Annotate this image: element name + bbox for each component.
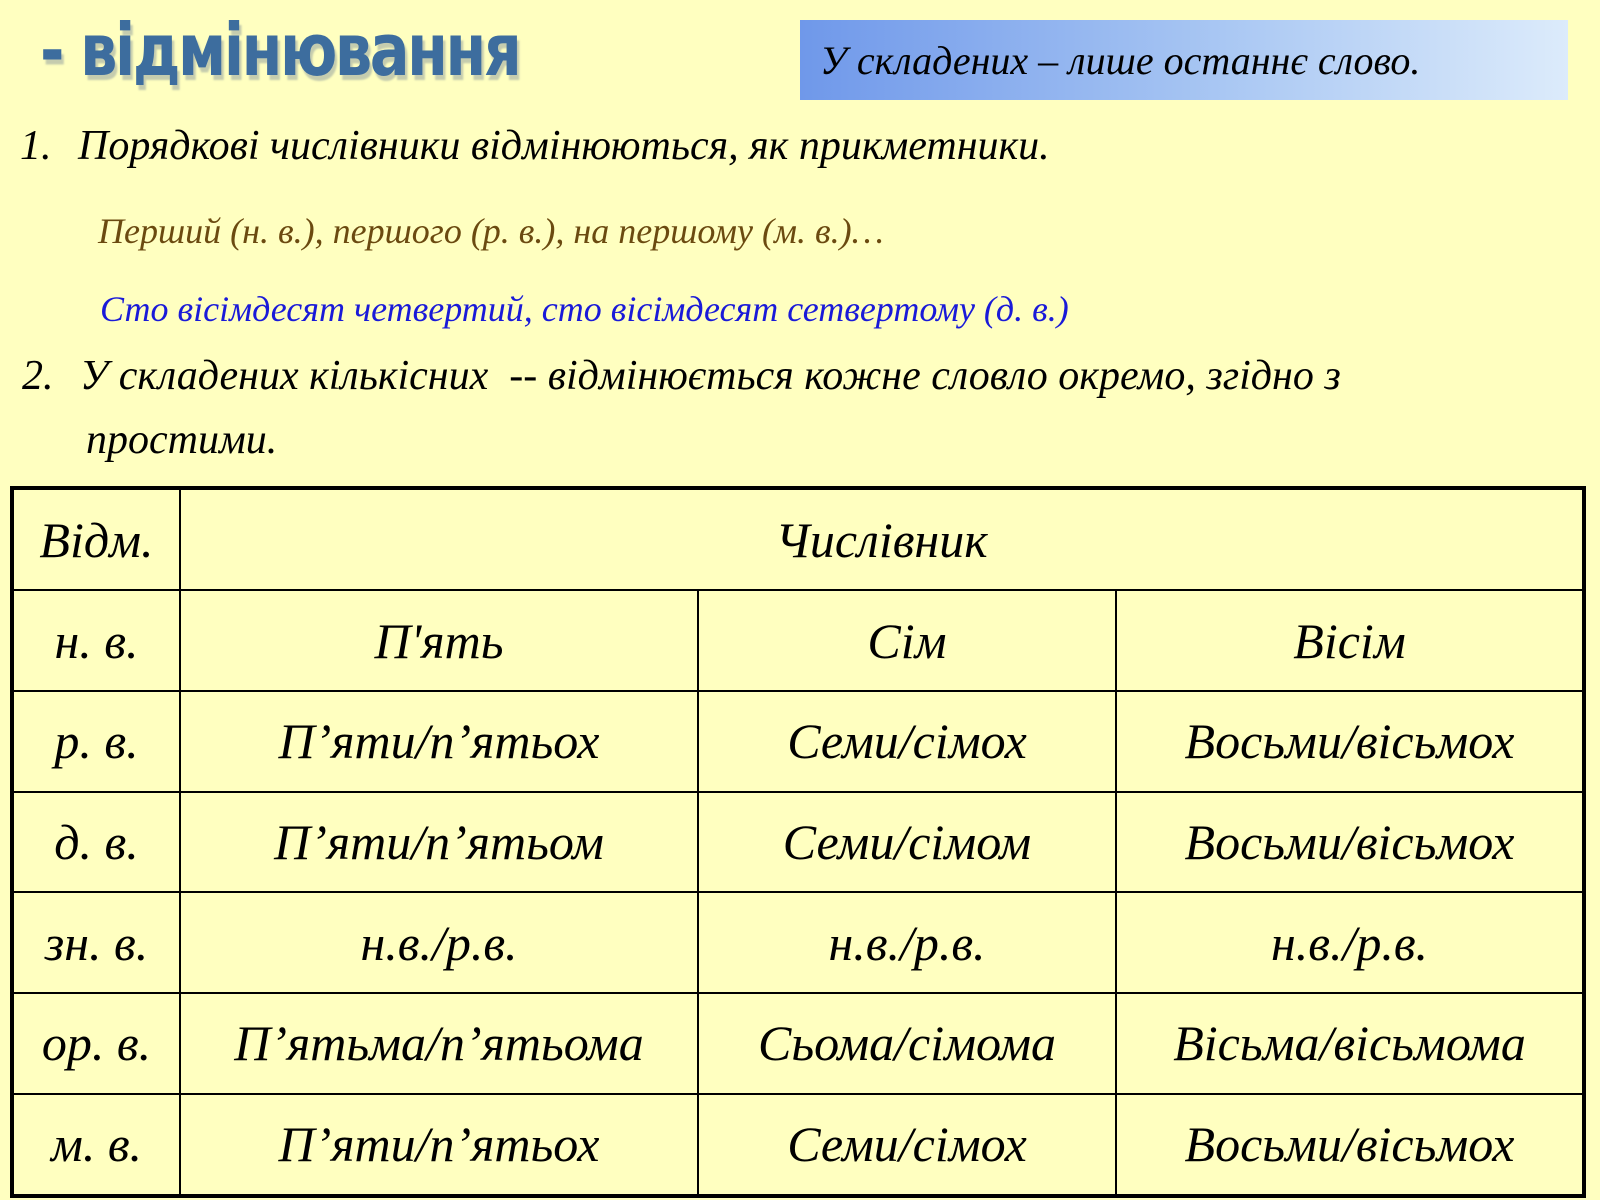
eight-cell: Вісім: [1116, 590, 1584, 691]
case-cell: м. в.: [12, 1094, 180, 1196]
seven-cell: н.в./р.в.: [698, 892, 1116, 993]
case-cell: н. в.: [12, 590, 180, 691]
example-1: Перший (н. в.), першого (р. в.), на першому (м. в.)…: [98, 211, 884, 251]
case-cell: р. в.: [12, 691, 180, 792]
five-cell: н.в./р.в.: [180, 892, 698, 993]
rule-2-line-2: простими.: [86, 417, 278, 463]
eight-cell: Вісьма/вісьмома: [1116, 993, 1584, 1094]
five-cell: П’яти/п’ятьох: [180, 1094, 698, 1196]
header-case-label: Відм.: [12, 488, 180, 590]
table-row: [12, 590, 1584, 691]
case-cell: д. в.: [12, 792, 180, 893]
eight-cell: Восьми/вісьмох: [1116, 792, 1584, 893]
five-cell: П’ятьма/п’ятьома: [180, 993, 698, 1094]
seven-cell: Семи/сімох: [698, 691, 1116, 792]
rule-2-line-1: У складених кількісних -- відмінюється кожне словло окремо, згідно з: [80, 353, 1341, 399]
rule-2: [22, 344, 1341, 472]
rule-1-number: 1.: [20, 123, 52, 169]
slide-title: - відмінювання: [40, 8, 520, 92]
example-2: Сто вісімдесят четвертий, сто вісімдесят сетвертому (д. в.): [100, 289, 1069, 329]
case-cell: ор. в.: [12, 993, 180, 1094]
rule-1-text: Порядкові числівники відмінюються, як прикметники.: [78, 123, 1050, 169]
seven-cell: Сьома/сімома: [698, 993, 1116, 1094]
rule-2-number: 2.: [22, 353, 54, 399]
five-cell: П'ять: [180, 590, 698, 691]
table-row: [12, 1094, 1584, 1196]
eight-cell: н.в./р.в.: [1116, 892, 1584, 993]
table-row: [12, 892, 1584, 993]
seven-cell: Сім: [698, 590, 1116, 691]
header-numeral-label: Числівник: [180, 488, 1584, 590]
table-row: [12, 792, 1584, 893]
five-cell: П’яти/п’ятьох: [180, 691, 698, 792]
eight-cell: Восьми/вісьмох: [1116, 1094, 1584, 1196]
table-row: [12, 993, 1584, 1094]
declension-table: [10, 486, 1586, 1198]
note-text: У складених – лише останнє слово.: [820, 37, 1421, 83]
note-box: [800, 20, 1568, 100]
seven-cell: Семи/сімом: [698, 792, 1116, 893]
rule-1: [20, 122, 1050, 170]
seven-cell: Семи/сімох: [698, 1094, 1116, 1196]
case-cell: зн. в.: [12, 892, 180, 993]
table-row: [12, 691, 1584, 792]
eight-cell: Восьми/вісьмох: [1116, 691, 1584, 792]
table-header-row: [12, 488, 1584, 590]
five-cell: П’яти/п’ятьом: [180, 792, 698, 893]
